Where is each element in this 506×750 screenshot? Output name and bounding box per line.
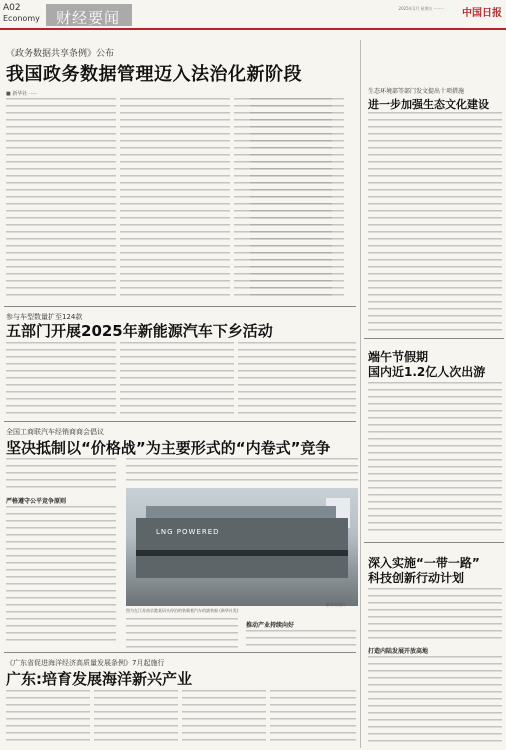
divider — [364, 338, 504, 339]
divider — [364, 542, 504, 543]
article-c-subhead-1: 严格遵守公平竞争原则 — [6, 498, 67, 505]
divider — [4, 421, 356, 422]
article-d-column-4 — [270, 690, 356, 746]
issue-meta: 2025年1月 星期五 ········ — [398, 6, 444, 11]
article-d-column-2 — [94, 690, 178, 746]
page-number: A02 — [3, 3, 21, 13]
article-c-column-3 — [246, 630, 356, 648]
article-b-kicker[interactable]: 参与车型数量扩至124款 — [6, 313, 83, 321]
photo-credit: 新华社图片 — [326, 602, 346, 607]
article-a-column-1 — [6, 98, 116, 298]
ship-photo — [126, 488, 358, 606]
article-c-column-1b — [6, 506, 116, 646]
right-article-1-title[interactable]: 进一步加强生态文化建设 — [368, 98, 489, 111]
right-article-3-title-2[interactable]: 科技创新行动计划 — [368, 571, 465, 585]
article-a-byline: ■ 新华社 ····· — [6, 91, 37, 97]
right-article-2-title-2[interactable]: 国内近1.2亿人次出游 — [368, 365, 486, 379]
article-c-title[interactable]: 坚决抵制以“价格战”为主要形式的“内卷式”竞争 — [6, 439, 331, 457]
right-article-3-subhead: 打造内陆发展开放高地 — [368, 648, 429, 655]
article-a-title[interactable]: 我国政务数据管理迈入法治化新阶段 — [6, 64, 302, 85]
article-c-subhead-2: 推动产业持续向好 — [246, 622, 295, 629]
right-article-3-body — [368, 588, 502, 642]
right-article-1-kicker[interactable]: 生态环境部等部门发文提出十项措施 — [368, 88, 465, 95]
masthead — [0, 0, 506, 30]
article-a-column-4 — [250, 98, 332, 298]
right-article-2-title-1[interactable]: 端午节假期 — [368, 350, 429, 364]
article-b-title[interactable]: 五部门开展2025年新能源汽车下乡活动 — [6, 322, 273, 340]
article-c-kicker[interactable]: 全国工商联汽车经销商商会倡议 — [6, 428, 104, 436]
divider — [4, 652, 356, 653]
article-c-column-1a — [6, 458, 116, 492]
article-d-title[interactable]: 广东:培育发展海洋新兴产业 — [6, 670, 192, 688]
ship-name: LNG POWERED — [156, 528, 220, 536]
article-b-column-2 — [120, 342, 234, 414]
article-d-column-3 — [182, 690, 266, 746]
divider — [4, 306, 356, 307]
article-a-column-2 — [120, 98, 230, 298]
column-divider — [360, 40, 361, 748]
ship-waterline — [136, 550, 348, 556]
article-d-kicker[interactable]: 《广东省促进海洋经济高质量发展条例》7月起施行 — [6, 659, 165, 667]
article-b-column-3 — [238, 342, 356, 414]
section-title: 财经要闻 — [46, 4, 132, 26]
right-article-2-body — [368, 382, 502, 532]
section-english: Economy — [3, 14, 40, 23]
article-a-kicker[interactable]: 《政务数据共享条例》公布 — [6, 49, 115, 59]
right-article-3-body-2 — [368, 656, 502, 746]
article-c-top-text — [126, 458, 358, 486]
article-b-column-1 — [6, 342, 116, 414]
right-article-1-body — [368, 112, 502, 332]
ship-hull — [136, 518, 348, 578]
newspaper-logo: 中国日报 — [462, 8, 502, 19]
article-c-column-2 — [126, 618, 238, 648]
photo-caption: 图为在江苏南京港某码头停泊的装载着汽车的滚装船 (新华社发) — [126, 608, 239, 613]
article-d-column-1 — [6, 690, 90, 746]
right-article-3-title-1[interactable]: 深入实施“一带一路” — [368, 556, 480, 570]
